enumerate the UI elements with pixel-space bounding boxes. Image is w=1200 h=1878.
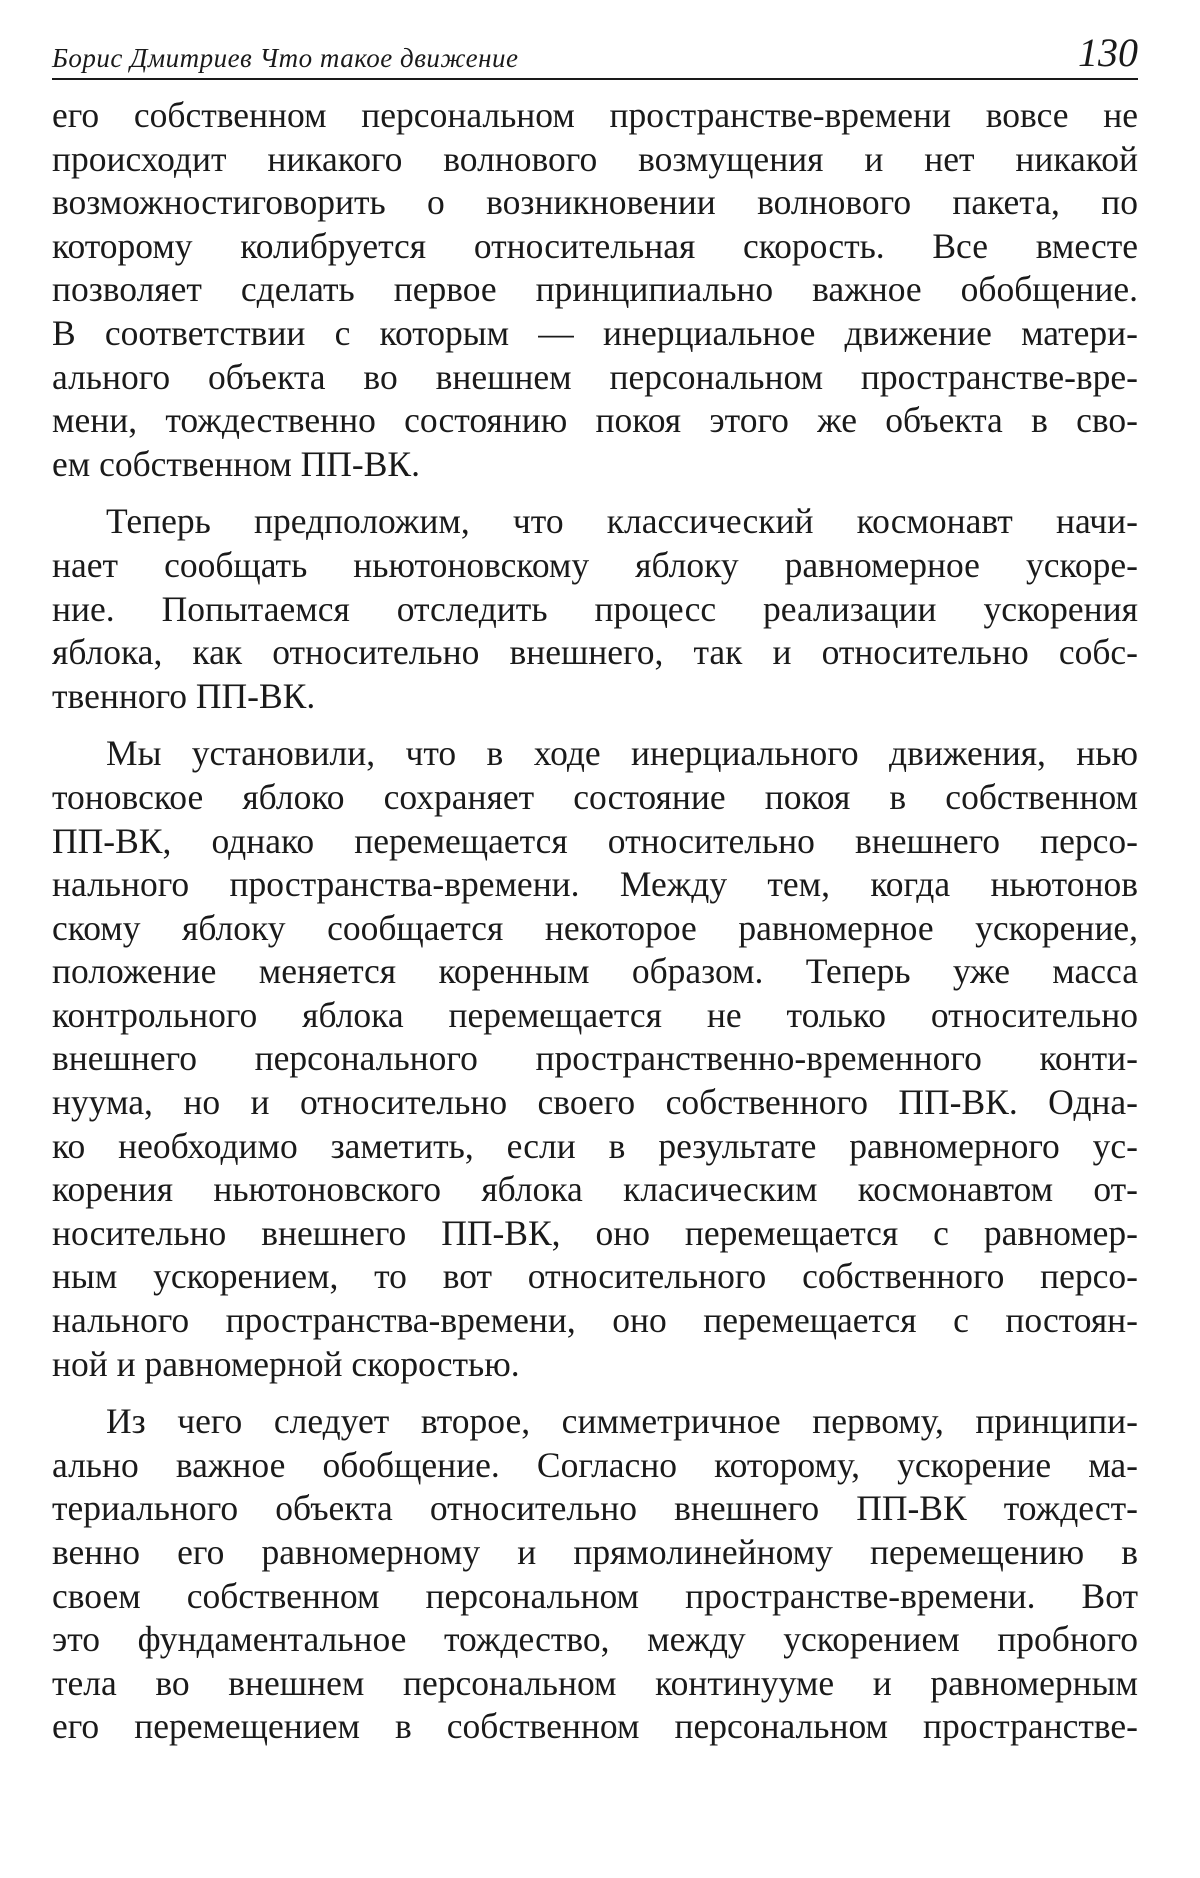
text-line: положение меняется коренным образом. Теперь уже масса bbox=[52, 951, 1138, 992]
text-line: мени, тождественно состоянию покоя этого же объекта в сво- bbox=[52, 400, 1138, 441]
text-line: териального объекта относительно внешнего ПП-ВК тождест- bbox=[52, 1488, 1138, 1529]
text-line: нает сообщать ньютоновскому яблоку равномерное ускоре- bbox=[52, 544, 1138, 585]
text-line: ным ускорением, то вот относительного собственного персо- bbox=[52, 1256, 1138, 1297]
text-line: происходит никакого волнового возмущения и нет никакой bbox=[52, 138, 1138, 179]
text-line: скому яблоку сообщается некоторое равномерное ускорение, bbox=[52, 907, 1138, 948]
running-title: Борис Дмитриев Что такое движение bbox=[52, 43, 519, 73]
text-line: своем собственном персональном пространстве-времени. Вот bbox=[52, 1575, 1138, 1616]
text-line: его перемещением в собственном персональном пространстве- bbox=[52, 1706, 1138, 1747]
text-line: ально важное обобщение. Согласно которому, ускорение ма- bbox=[52, 1444, 1138, 1485]
text-line: возможностиговорить о возникновении волнового пакета, по bbox=[52, 182, 1138, 223]
text-line: корения ньютоновского яблока класическим космонавтом от- bbox=[52, 1169, 1138, 1210]
running-header bbox=[52, 30, 1138, 80]
paragraph-1 bbox=[52, 94, 1138, 486]
text-line: нального пространства-времени. Между тем, когда ньютонов bbox=[52, 864, 1138, 905]
body-text bbox=[52, 94, 1138, 1749]
text-line: тоновское яблоко сохраняет состояние покоя в собственном bbox=[52, 776, 1138, 817]
text-line: Из чего следует второе, симметричное первому, принципи- bbox=[106, 1401, 1138, 1442]
text-line: которому колибруется относительная скорость. Все вместе bbox=[52, 225, 1138, 266]
text-line: тела во внешнем персональном континууме и равномерным bbox=[52, 1662, 1138, 1703]
text-line: внешнего персонального пространственно-временного конти- bbox=[52, 1038, 1138, 1079]
text-line: ального объекта во внешнем персональном пространстве-вре- bbox=[52, 356, 1138, 397]
text-line: Теперь предположим, что классический космонавт начи- bbox=[106, 501, 1138, 542]
paragraph-4 bbox=[52, 1400, 1138, 1749]
text-line: нуума, но и относительно своего собственного ПП-ВК. Одна- bbox=[52, 1082, 1138, 1123]
text-line: яблока, как относительно внешнего, так и относительно собс- bbox=[52, 632, 1138, 673]
text-line: ко необходимо заметить, если в результате равномерного ус- bbox=[52, 1125, 1138, 1166]
text-line: Мы установили, что в ходе инерциального движения, нью bbox=[106, 733, 1138, 774]
paragraph-3 bbox=[52, 732, 1138, 1386]
text-line: контрольного яблока перемещается не только относительно bbox=[52, 994, 1138, 1035]
text-line: позволяет сделать первое принципиально важное обобщение. bbox=[52, 269, 1138, 310]
text-line: нального пространства-времени, оно перемещается с постоян- bbox=[52, 1300, 1138, 1341]
text-line: ние. Попытаемся отследить процесс реализации ускорения bbox=[52, 588, 1138, 629]
text-line: его собственном персональном пространстве-времени вовсе не bbox=[52, 95, 1138, 135]
text-line: ПП-ВК, однако перемещается относительно внешнего персо- bbox=[52, 820, 1138, 861]
text-line: венно его равномерному и прямолинейному перемещению в bbox=[52, 1532, 1138, 1572]
book-page bbox=[52, 30, 1148, 1763]
text-line: В соответствии с которым — инерциальное движение матери- bbox=[52, 312, 1138, 353]
text-line: твенного ПП-ВК. bbox=[52, 675, 316, 716]
text-line: это фундаментальное тождество, между ускорением пробного bbox=[52, 1619, 1138, 1660]
text-line: носительно внешнего ПП-ВК, оно перемещается с равномер- bbox=[52, 1212, 1138, 1253]
page-number: 130 bbox=[1078, 30, 1138, 75]
text-line: ной и равномерной скоростью. bbox=[52, 1343, 520, 1384]
paragraph-2 bbox=[52, 500, 1138, 718]
text-line: ем собственном ПП-ВК. bbox=[52, 443, 420, 484]
